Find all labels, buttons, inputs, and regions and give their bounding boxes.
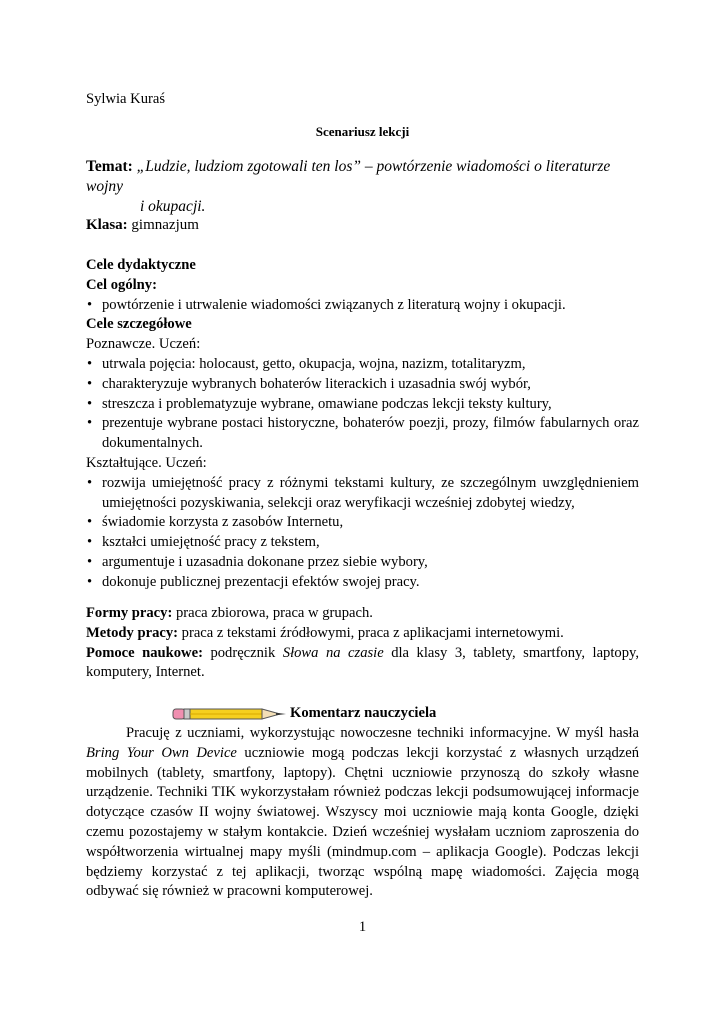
work-methods-value: praca z tekstami źródłowymi, praca z aplikacjami internetowymi. <box>181 624 564 641</box>
teaching-aids <box>86 644 639 684</box>
list-item: • dokonuje publicznej prezentacji efektów swojej pracy. <box>86 573 639 593</box>
specific-goals-heading: Cele szczegółowe <box>86 316 192 333</box>
list-item: • kształci umiejętność pracy z tekstem, <box>86 533 639 553</box>
list-item: • powtórzenie i utrwalenie wiadomości związanych z literaturą wojny i okupacji. <box>86 296 639 316</box>
general-goal-heading: Cel ogólny: <box>86 276 157 293</box>
list-item: • świadomie korzysta z zasobów Internetu, <box>86 513 639 533</box>
goals-heading: Cele dydaktyczne <box>86 257 196 273</box>
byod-phrase: Bring Your Own Device <box>86 744 237 761</box>
textbook-title: Słowa na czasie <box>282 644 384 661</box>
list-item: • argumentuje i uzasadnia dokonane przez siebie wybory, <box>86 553 639 573</box>
topic-line-2: i okupacji. <box>140 198 206 215</box>
cognitive-label: Poznawcze. Uczeń: <box>86 336 201 353</box>
work-forms-label: Formy pracy: <box>86 605 173 621</box>
lesson-goals <box>86 256 639 593</box>
comment-text-2: uczniowie mogą podczas lekcji korzystać z własnych urządzeń mobilnych (tablety, smartfony, laptopy). Chętni uczniowie przynoszą do szkoły własne urządzenie. Techniki TIK wykorzystałam również podczas lekcji podsumowującej informacje dotyczące czasów II wojny światowej. Wszyscy moi uczniowie mają konta Google, dzięki czemu pozostajemy w stałym kontakcie. Dzień wcześniej wysłałam uczniom zaproszenia do współtworzenia wirtualnej mapy myśli (mindmup.com – aplikacja Google). Podczas lekcji będziemy korzystać z tej aplikacji, tworząc wspólną mapę wiadomości. Zajęcia mogą odbywać się również w pracowni komputerowej. <box>86 744 639 900</box>
author-name: Sylwia Kuraś <box>86 91 166 107</box>
class-level <box>86 216 639 236</box>
list-item: • rozwija umiejętność pracy z różnymi tekstami kultury, ze szczególnym uwzględnieniem umiejętności pozyskiwania, selekcji oraz weryfikacji wcześniej zdobytej wiedzy, <box>86 474 639 514</box>
list-item: • charakteryzuje wybranych bohaterów literackich i uzasadnia swój wybór, <box>86 375 639 395</box>
comment-heading: Komentarz nauczyciela <box>290 705 437 722</box>
topic-label: Temat: <box>86 158 133 175</box>
teaching-aids-before: podręcznik <box>210 644 276 661</box>
document-title: Scenariusz lekcji <box>315 124 410 139</box>
cognitive-list <box>86 355 639 454</box>
lesson-topic <box>86 157 639 217</box>
work-forms <box>86 604 639 624</box>
list-item: • prezentuje wybrane postaci historyczne, bohaterów poezji, prozy, filmów fabularnych oraz dokumentalnych. <box>86 414 639 454</box>
work-forms-value: praca zbiorowa, praca w grupach. <box>175 605 373 621</box>
comment-paragraph <box>86 724 639 902</box>
list-item: • utrwala pojęcia: holocaust, getto, okupacja, wojna, nazizm, totalitaryzm, <box>86 355 639 375</box>
general-goal-list <box>86 296 639 316</box>
topic-line-1: „Ludzie, ludziom zgotowali ten los” – powtórzenie wiadomości o literaturze wojny <box>86 158 611 195</box>
comment-header <box>172 703 436 725</box>
work-methods-label: Metody pracy: <box>86 624 178 641</box>
list-item: • streszcza i problematyzuje wybrane, omawiane podczas lekcji teksty kultury, <box>86 395 639 415</box>
page-number: 1 <box>358 919 367 935</box>
teacher-comment <box>86 724 639 902</box>
pencil-icon <box>172 706 288 722</box>
teaching-aids-after: dla klasy 3, tablety, smartfony, laptopy, komputery, Internet. <box>86 644 639 681</box>
teaching-aids-label: Pomoce naukowe: <box>86 644 203 661</box>
work-details <box>86 604 639 683</box>
formative-label: Kształtujące. Uczeń: <box>86 454 207 471</box>
class-value: gimnazjum <box>131 217 199 233</box>
work-methods <box>86 624 639 644</box>
class-label: Klasa: <box>86 217 128 233</box>
formative-list <box>86 474 639 593</box>
comment-text-1: Pracuję z uczniami, wykorzystując nowoczesne techniki informacyjne. W myśl hasła <box>126 725 639 741</box>
